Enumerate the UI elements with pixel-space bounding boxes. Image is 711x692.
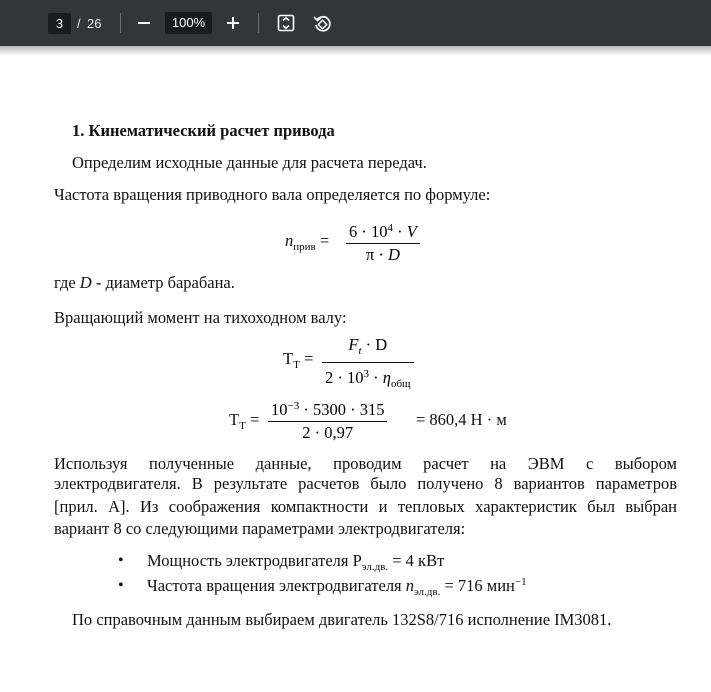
formula-equals: = (303, 349, 314, 368)
formula-subscript: Т (293, 359, 300, 371)
formula-var: V (406, 222, 417, 241)
formula-subscript: эл.дв. (414, 586, 441, 598)
formula-fraction (322, 334, 414, 395)
fit-page-icon[interactable] (275, 12, 297, 34)
formula-subscript: общ (390, 378, 411, 390)
formula-var: n (405, 576, 415, 595)
zoom-in-icon[interactable] (222, 12, 244, 34)
formula-numerator: · D (361, 335, 388, 354)
formula-var: n (285, 231, 294, 250)
zoom-out-icon[interactable] (133, 12, 155, 34)
formula-subscript: Т (239, 420, 246, 432)
formula-var: D (388, 245, 400, 264)
formula-var: η (382, 368, 391, 387)
text-span: где (54, 273, 80, 292)
list-item (147, 551, 444, 573)
paragraph (54, 273, 235, 293)
paragraph: Определим исходные данные для расчета передач. (72, 153, 427, 172)
formula-var: D (79, 273, 92, 292)
bullet-marker: • (118, 577, 124, 594)
text-span: - диаметр барабана. (91, 273, 235, 292)
formula-numerator: 6 · 10 (349, 222, 388, 241)
page-number-input[interactable]: 3 (48, 13, 71, 34)
formula-var: F (348, 335, 359, 354)
list-item-text: Мощность электродвигателя Р (147, 551, 362, 570)
formula-subscript: t (358, 345, 362, 357)
formula-fraction (346, 217, 420, 266)
paragraph-line: вариант 8 со следующими параметрами электродвигателя: (54, 519, 466, 538)
formula-denominator: 2 · 10 (325, 368, 364, 387)
section-heading: 1. Кинематический расчет привода (72, 121, 335, 140)
formula-exponent: −1 (514, 576, 527, 588)
paragraph-line: электродвигателя. В результате расчетов было получено 8 вариантов параметров (54, 474, 677, 493)
bullet-marker: • (118, 552, 124, 569)
formula-fraction (268, 395, 387, 444)
formula-result: = 860,4 Н · м (416, 410, 507, 429)
toolbar-divider (120, 13, 121, 33)
formula-operator: · (369, 368, 383, 387)
paragraph-line: Используя полученные данные, проводим расчет на ЭВМ с выбором (54, 454, 677, 473)
rotate-icon[interactable] (311, 12, 333, 34)
formula-equals: = (319, 231, 330, 250)
formula-denominator: π · (365, 245, 388, 264)
formula-operator: · 5300 · 315 (299, 400, 385, 419)
total-pages: 26 (87, 16, 102, 31)
formula-exponent: −3 (287, 400, 300, 412)
toolbar-shadow (0, 46, 711, 56)
formula-subscript: прив (293, 241, 316, 253)
page-separator: / (77, 16, 81, 31)
formula-exponent: 3 (363, 368, 369, 380)
formula-var: Т (229, 410, 240, 429)
paragraph: Вращающий момент на тихоходном валу: (54, 308, 347, 327)
paragraph-line: [прил. А]. Из соображения компактности и тепловых характеристик был выбран (54, 497, 677, 516)
paragraph: По справочным данным выбираем двигатель 132S8/716 исполнение IM3081. (72, 610, 612, 629)
formula-var: Т (283, 349, 294, 368)
zoom-level-input[interactable]: 100% (165, 12, 212, 34)
list-item-value: = 4 кВт (388, 551, 445, 570)
list-item-value: = 716 мин (440, 576, 515, 595)
list-item-text: Частота вращения электродвигателя (147, 576, 406, 595)
formula-operator: · (393, 222, 407, 241)
formula-denominator: 2 · 0,97 (302, 423, 354, 442)
formula-subscript: эл.дв. (361, 561, 389, 573)
formula-numerator: 10 (271, 400, 288, 419)
paragraph: Частота вращения приводного вала определяется по формуле: (54, 185, 491, 204)
toolbar-divider (258, 13, 259, 33)
pdf-toolbar (0, 0, 711, 46)
formula-equals: = (249, 410, 260, 429)
formula-exponent: 4 (387, 222, 393, 234)
list-item (147, 576, 527, 598)
